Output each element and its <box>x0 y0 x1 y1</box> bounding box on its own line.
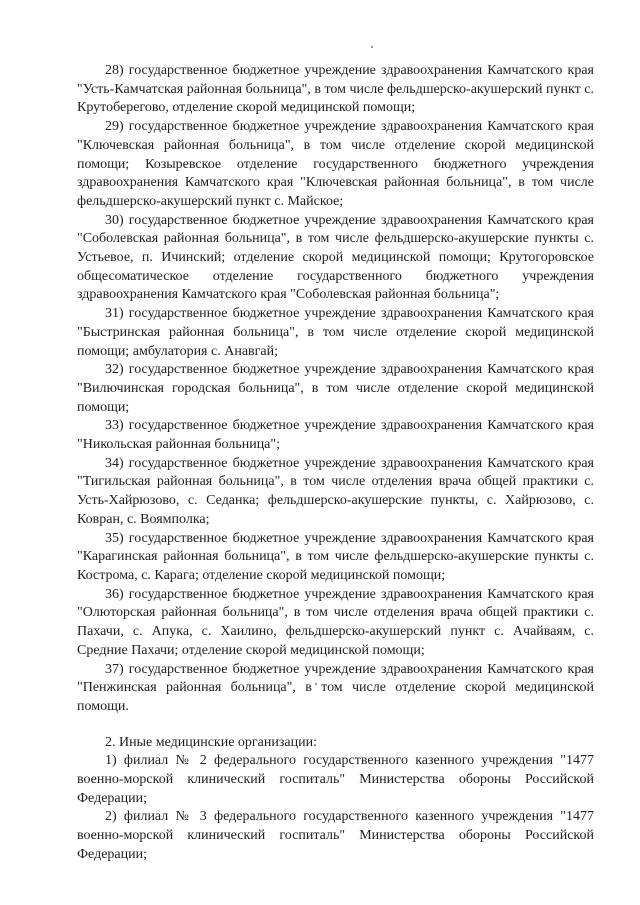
list-item: 31) государственное бюджетное учреждение здравоохранения Камчатского края "Быстринская районная больница", в том числе отделение скорой медицинской помощи; амбулатория с. Анавгай; <box>77 306 594 359</box>
scan-speck <box>371 46 373 48</box>
section-gap <box>77 717 594 734</box>
list-item: 29) государственное бюджетное учреждение здравоохранения Камчатского края "Ключевская районная больница", в том числе отделение скорой медицинской помощи; Козыревское отделение государственного бюджетного учреждения здравоохранения Камчатского края "Ключевская районная больница", в том числе фельдшерско-акушерский пункт с. Майское; <box>77 119 594 209</box>
list-item: 34) государственное бюджетное учреждение здравоохранения Камчатского края "Тигильская районная больница", в том числе отделения врача общей практики с. Усть-Хайрюзово, с. Седанка; фельдшерско-акушерские пункты, с. Хайрюзово, с. Ковран, с. Воямполка; <box>77 455 594 527</box>
list-item: 28) государственное бюджетное учреждение здравоохранения Камчатского края "Усть-Камчатская районная больница", в том числе фельдшерско-акушерский пункт с. Крутоберегово, отделение скорой медицинской помощи; <box>77 63 594 116</box>
section-list-item: 1) филиал № 2 федерального государственного казенного учреждения "1477 военно-морской клинический госпиталь" Министерства обороны Российской Федерации; <box>77 753 594 806</box>
list-item: 35) государственное бюджетное учреждение здравоохранения Камчатского края "Карагинская районная больница", в том числе фельдшерско-акушерские пункты с. Кострома, с. Карага; отделение скорой медицинской помощи; <box>77 530 594 583</box>
list-item: 30) государственное бюджетное учреждение здравоохранения Камчатского края "Соболевская районная больница", в том числе фельдшерско-акушерские пункты с. Устьевое, п. Ичинский; отделение скорой медицинской помощи; Крутогоровское общесоматическое отделение государственного бюджетного учреждения здравоохранения Камчатского края "Соболевская районная больница"; <box>77 212 594 303</box>
section-heading: 2. Иные медицинские организации: <box>105 734 317 750</box>
list-item: 36) государственное бюджетное учреждение здравоохранения Камчатского края "Олюторская районная больница", в том числе отделения врача общей практики с. Пахачи, с. Апука, с. Хаилино, фельдшерско-акушерский пункт с. Ачайваям, с. Средние Пахачи; отделение скорой медицинской помощи; <box>77 586 594 658</box>
document-body <box>77 62 594 865</box>
section-list-item: 2) филиал № 3 федерального государственного казенного учреждения "1477 военно-морской клинический госпиталь" Министерства обороны Российской Федерации; <box>77 809 594 862</box>
list-item: 32) государственное бюджетное учреждение здравоохранения Камчатского края "Вилючинская городская больница", в том числе отделение скорой медицинской помощи; <box>77 362 594 415</box>
list-item: 37) государственное бюджетное учреждение здравоохранения Камчатского края "Пенжинская районная больница", в том числе отделение скорой медицинской помощи. <box>77 661 594 714</box>
list-item: 33) государственное бюджетное учреждение здравоохранения Камчатского края "Никольская районная больница"; <box>77 418 594 453</box>
